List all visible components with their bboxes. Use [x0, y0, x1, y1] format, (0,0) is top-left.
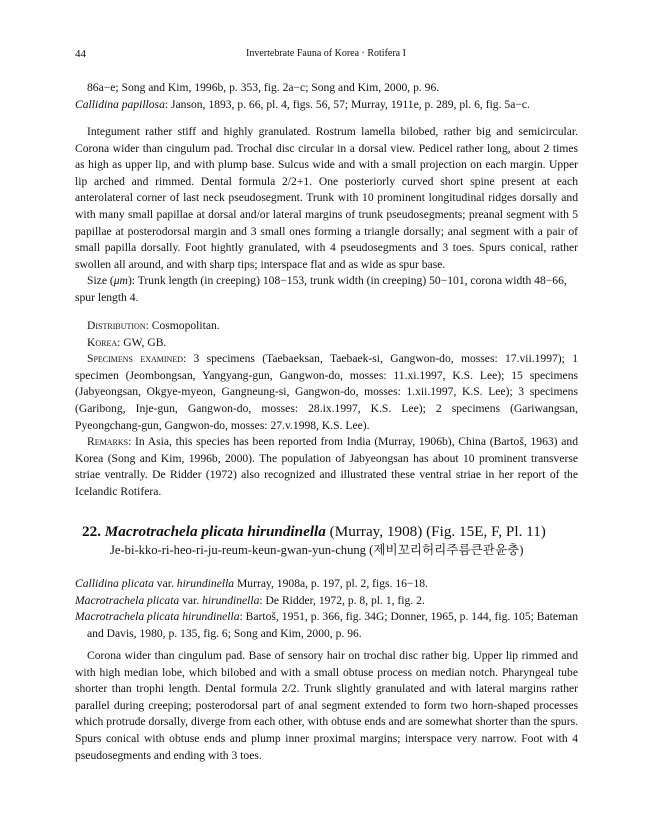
- specimen-section: [75, 318, 578, 501]
- distribution-line: Distribution: Cosmopolitan.: [87, 319, 220, 332]
- description-text: Corona wider than cingulum pad. Base of sensory hair on trochal disc rather big. Upper lip rimmed and with high median lobe, which bilobed and with a small obtuse process on median notch. Pharyngeal tube shorter than trophi length. Dental formula 2/2. Trunk slightly granulated and with lateral margins rather parallel during creeping; posterodorsal part of anal segment extended to form two horn-shaped processes which protrude dorsally, diverge from each other, with obtuse ends and are somewhat shorter than the spurs. Spurs conical with obtuse ends and plump inner proximal margins; interspace very narrow. Foot with 4 pseudosegments and ending with 3 toes.: [75, 649, 578, 762]
- korea-label: Korea: [87, 335, 118, 349]
- section-binomial: Macrotrachela plicata hirundinella: [104, 523, 326, 540]
- remarks-line: Remarks: In Asia, this species has been reported from India (Murray, 1906b), China (Bartoš, 1963) and Korea (Song and Kim, 1996b, 2000). The population of Jabyeongsan has about 10 prominent transverse striae ventrally. De Ridder (1972) also recognized and illustrated these ventral striae in her report of the Icelandic Rotifera.: [75, 435, 578, 498]
- synonym-line: Macrotrachela plicata hirundinella: Bartoš, 1951, p. 366, fig. 34G; Donner, 1965, p. 144, fig. 105; Bateman and Davis, 1980, p. 135, fig. 6; Song and Kim, 2000, p. 96.: [75, 610, 578, 640]
- description-text: Integument rather stiff and highly granulated. Rostrum lamella bilobed, rather big and semicircular. Corona wider than cingulum pad. Trochal disc circular in a dorsal view. Pedicel rather long, about 2 times as high as upper lip, and with plump base. Sulcus wide and with a small projection on each margin. Upper lip arched and rimmed. Dental formula 2/2+1. One posteriorly curved short spine present at each anterolateral corner of last neck pseudosegment. Trunk with 10 prominent longitudinal ridges dorsally and with many small papillae at dorsal and/or lateral margins of trunk pseudosegments; preanal segment with 5 papillae at posterodorsal margin and 3 small ones forming a triangle dorsally; anal segment with a pair of small papilla dorsally. Foot hightly granulated, with 4 pseudosegments and 3 toes. Spurs conical, rather swollen all around, and with sharp tips; interspace flat and as wide as spur base.: [75, 125, 578, 271]
- reference-line: [75, 97, 578, 114]
- specimens-line: Specimens examined: 3 specimens (Taebaeksan, Taebaek-si, Gangwon-do, mosses: 17.vii.1997); 1 specimen (Jeombongsan, Yangyang-gun, Gangwon-do, mosses: 11.xi.1997, K.S. Lee); 15 specimens (Jabyeongsan, Okgye-myeon, Gangneung-si, Gangwon-do, mosses: 1.xii.1997, K.S. Lee); 3 specimens (Garibong, Inje-gun, Gangwon-do, mosses: 28.ix.1997, K.S. Lee); 2 specimens (Gariwangsan, Pyeongchang-gun, Gangwon-do, mosses: 27.v.1998, K.S. Lee).: [75, 352, 578, 432]
- specimens-label: Specimens examined: [87, 352, 183, 366]
- reference-citation: : Janson, 1893, p. 66, pl. 4, figs. 56, 57; Murray, 1911e, p. 289, pl. 6, fig. 5a−c.: [164, 97, 530, 111]
- page-number: 44: [75, 48, 86, 60]
- top-references: [75, 80, 578, 113]
- remarks-label: Remarks: [87, 435, 129, 449]
- description-paragraph: [75, 124, 578, 307]
- section-authority: (Murray, 1908) (Fig. 15E, F, Pl. 11): [325, 523, 546, 540]
- synonym-line: Macrotrachela plicata var. hirundinella: De Ridder, 1972, p. 8, pl. 1, fig. 2.: [75, 593, 425, 607]
- synonym-list: [75, 576, 578, 642]
- running-title: Invertebrate Fauna of Korea · Rotifera I: [246, 48, 406, 59]
- reference-line: 86a−e; Song and Kim, 1996b, p. 353, fig. 2a−c; Song and Kim, 2000, p. 96.: [87, 81, 440, 94]
- description-paragraph-2: [75, 648, 578, 764]
- section-heading: [82, 522, 592, 541]
- distribution-label: Distribution: [87, 319, 146, 332]
- synonym-line: Callidina plicata var. hirundinella Murray, 1908a, p. 197, pl. 2, figs. 16−18.: [75, 577, 428, 590]
- korea-line: Korea: GW, GB.: [87, 335, 167, 349]
- section-number: 22.: [82, 523, 101, 540]
- taxon-name: Callidina papillosa: [75, 97, 165, 111]
- korean-common-name: Je-bi-kko-ri-heo-ri-ju-reum-keun-gwan-yun-chung (제비꼬리허리주름큰관윤충): [110, 543, 524, 557]
- size-text: Size (μm): Trunk length (in creeping) 108−153, trunk width (in creeping) 50−101, corona width 48−66, spur length 4.: [75, 274, 567, 304]
